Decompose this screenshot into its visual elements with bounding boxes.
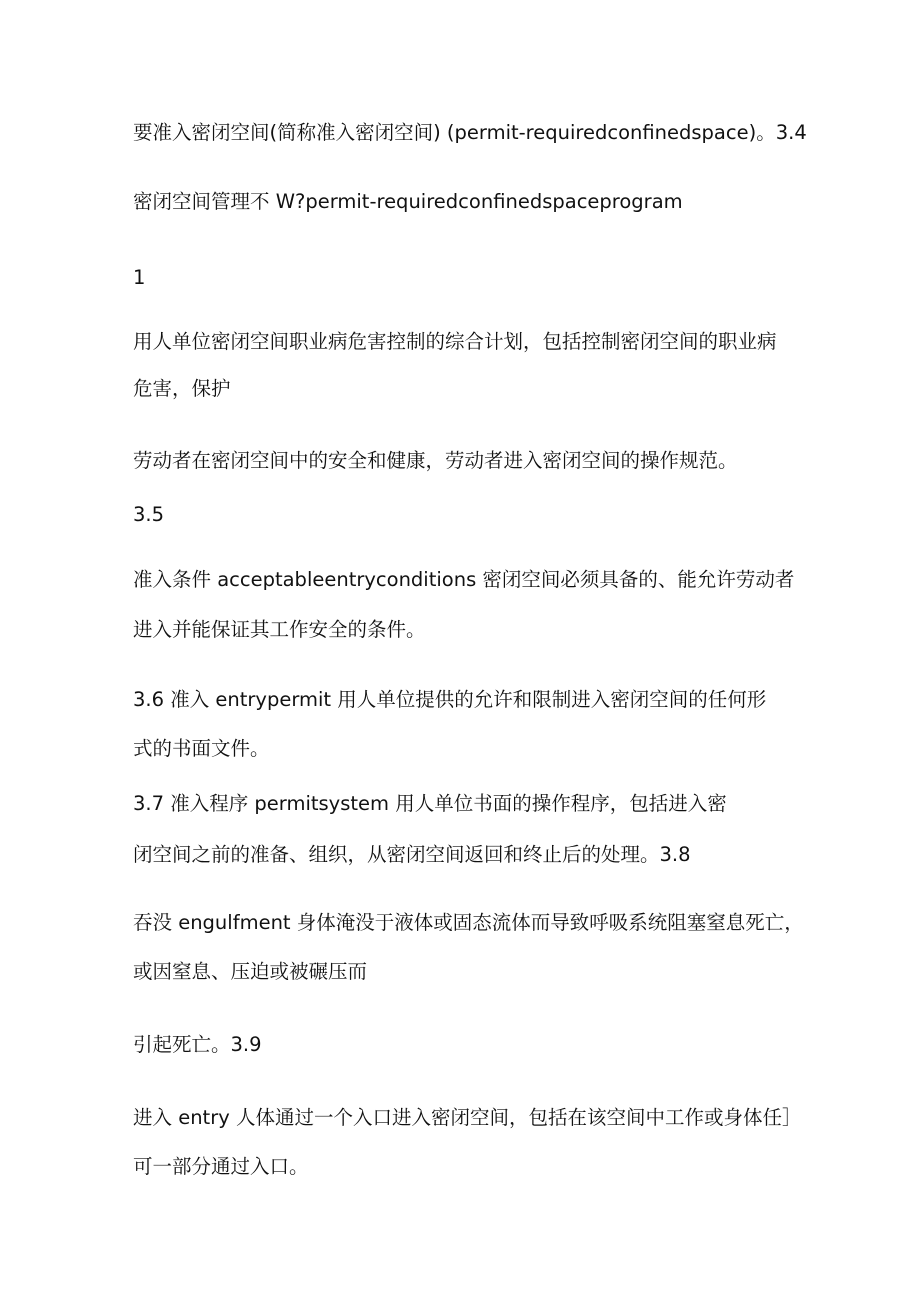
text-line: 引起死亡。3.9 (133, 1033, 262, 1056)
text-line: 准入条件 acceptableentryconditions 密闭空间必须具备的、能允许劳动者 (133, 568, 795, 591)
text-line: 3.7 准入程序 permitsystem 用人单位书面的操作程序，包括进入密 (133, 792, 727, 815)
text-line: 3.6 准入 entrypermit 用人单位提供的允许和限制进入密闭空间的任何形 (133, 688, 767, 711)
text-line: 1 (133, 266, 146, 289)
text-line: 密闭空间管理不 W?permit-requiredconfinedspaceprogram (133, 190, 683, 213)
text-line: 可一部分通过入口。 (133, 1155, 309, 1178)
text-line: 吞没 engulfment 身体淹没于液体或固态流体而导致呼吸系统阻塞窒息死亡， (133, 911, 804, 934)
text-line: 进入并能保证其工作安全的条件。 (133, 618, 426, 641)
text-line: 或因窒息、压迫或被碾压而 (133, 960, 368, 983)
text-line: 式的书面文件。 (133, 737, 270, 760)
text-line: 闭空间之前的准备、组织，从密闭空间返回和终止后的处理。3.8 (133, 843, 691, 866)
section-number: 3.5 (133, 503, 165, 526)
text-line: 要准入密闭空间(简称准入密闭空间) (permit-requiredconfinedspace)。3.4 (133, 121, 807, 144)
text-line: 劳动者在密闭空间中的安全和健康，劳动者进入密闭空间的操作规范。 (133, 449, 738, 472)
text-line: 危害，保护 (133, 377, 231, 400)
text-line: 进入 entry 人体通过一个入口进入密闭空间，包括在该空间中工作或身体任］ (133, 1106, 802, 1129)
text-line: 用人单位密闭空间职业病危害控制的综合计划，包括控制密闭空间的职业病 (133, 330, 777, 353)
